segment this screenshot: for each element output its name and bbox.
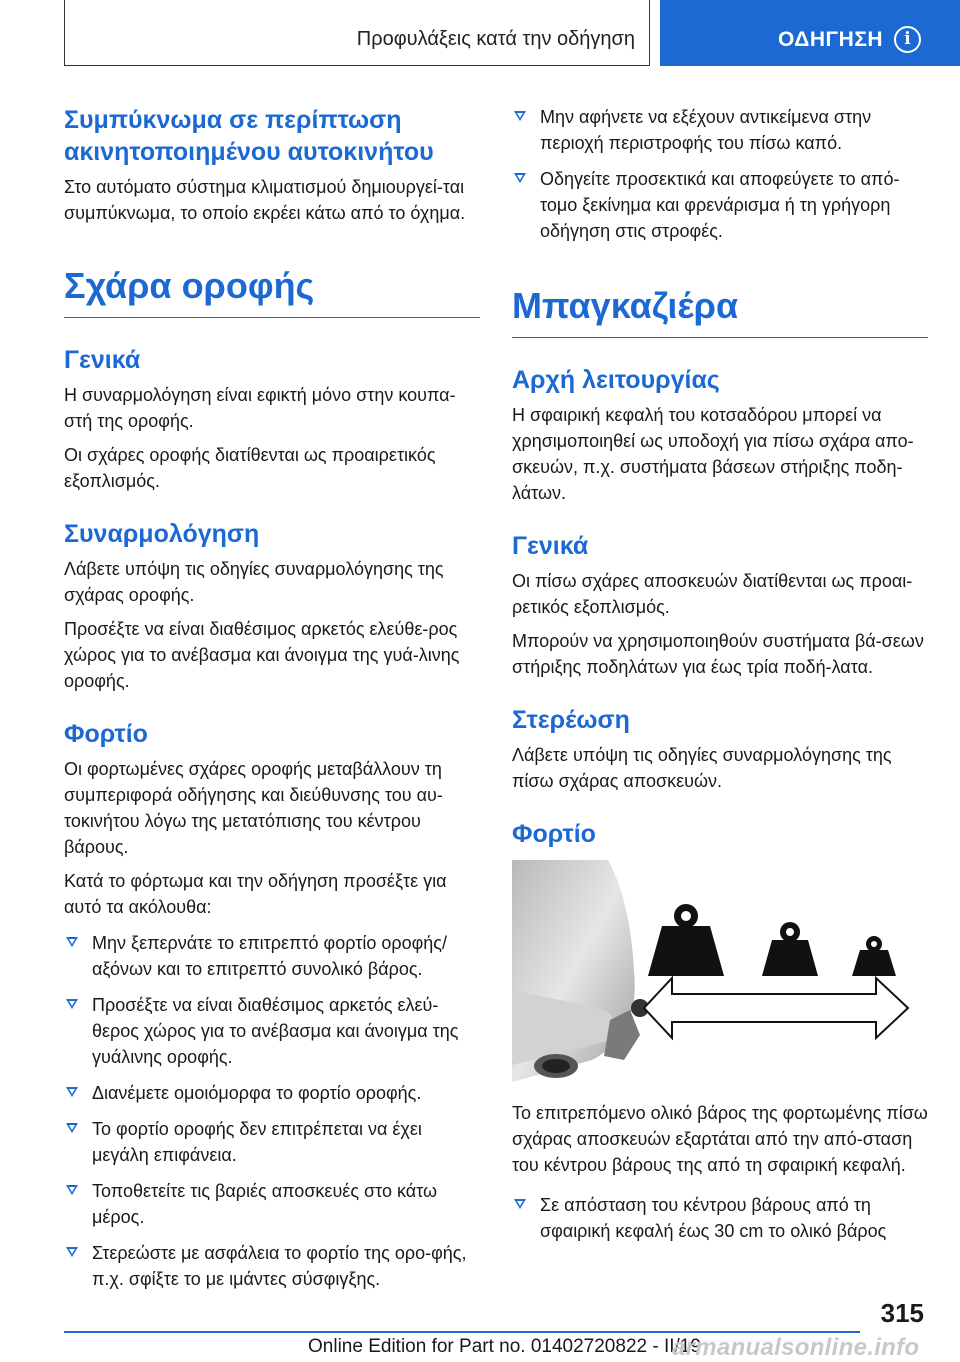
rack-load-heading: Φορτίο bbox=[512, 820, 596, 849]
triangle-bullet-icon bbox=[66, 937, 78, 947]
rack-general-paragraph-1: Οι πίσω σχάρες αποσκευών διατίθενται ως προαι-ρετικός εξοπλισμός. bbox=[512, 571, 913, 618]
chapter-title: Προφυλάξεις κατά την οδήγηση bbox=[356, 28, 635, 50]
triangle-bullet-icon bbox=[514, 1199, 526, 1209]
condensate-heading: Συμπύκνωμα σε περίπτωση ακινητοποιημένου αυτοκινήτου bbox=[64, 106, 434, 166]
load-paragraph-2: Κατά το φόρτωμα και την οδήγηση προσέξτε για αυτό τα ακόλουθα: bbox=[64, 871, 447, 918]
list-item: Μην ξεπερνάτε το επιτρεπτό φορτίο οροφής/ αξόνων και το επιτρεπτό συνολικό βάρος. bbox=[64, 930, 480, 982]
load-heading: Φορτίο bbox=[64, 720, 148, 749]
principle-paragraph: Η σφαιρική κεφαλή του κοτσαδόρου μπορεί να χρησιμοποιηθεί ως υποδοχή για πίσω σχάρα απο-σκευών, π.χ. συστήματα βάσεων στήριξης ποδη-λάτων. bbox=[512, 405, 914, 504]
mount-paragraph: Λάβετε υπόψη τις οδηγίες συναρμολόγησης της πίσω σχάρας αποσκευών. bbox=[512, 745, 892, 792]
load-bullet-list bbox=[64, 930, 480, 1292]
edition-text: Online Edition for Part no. 01402720822 - II/19 bbox=[308, 1336, 701, 1357]
list-item: Προσέξτε να είναι διαθέσιμος αρκετός ελεύ-θερος χώρος για το ανέβασμα και άνοιγμα της γυάλινης οροφής. bbox=[64, 992, 480, 1070]
assembly-paragraph-1: Λάβετε υπόψη τις οδηγίες συναρμολόγησης της σχάρας οροφής. bbox=[64, 559, 444, 606]
page-number: 315 bbox=[880, 1298, 924, 1328]
rear-rack-title: Μπαγκαζιέρα bbox=[512, 284, 928, 338]
triangle-bullet-icon bbox=[66, 1247, 78, 1257]
footer-divider bbox=[64, 1331, 860, 1333]
page-header bbox=[64, 0, 960, 66]
assembly-paragraph-2: Προσέξτε να είναι διαθέσιμος αρκετός ελεύθε-ρος χώρος για το ανέβασμα και άνοιγμα της γυά-λινης οροφής. bbox=[64, 619, 460, 692]
left-column bbox=[64, 104, 480, 1302]
list-item: Στερεώστε με ασφάλεια το φορτίο της ορο-φής, π.χ. σφίξτε το με ιμάντες σύσφιγξης. bbox=[64, 1240, 480, 1292]
info-icon: i bbox=[894, 26, 921, 53]
triangle-bullet-icon bbox=[66, 1087, 78, 1097]
load-paragraph-1: Οι φορτωμένες σχάρες οροφής μεταβάλλουν τη συμπεριφορά οδήγησης και διεύθυνσης του αυ-τοκινήτου λόγω της μετατόπισης του κέντρου βάρους. bbox=[64, 759, 443, 858]
chapter-tab bbox=[64, 0, 650, 66]
triangle-bullet-icon bbox=[66, 999, 78, 1009]
assembly-heading: Συναρμολόγηση bbox=[64, 520, 260, 549]
list-item: Τοποθετείτε τις βαριές αποσκευές στο κάτω μέρος. bbox=[64, 1178, 480, 1230]
right-column bbox=[512, 104, 928, 1254]
rack-general-paragraph-2: Μπορούν να χρησιμοποιηθούν συστήματα βά-σεων στήριξης ποδηλάτων για έως τρία ποδή-λατα. bbox=[512, 631, 924, 678]
list-item: Μην αφήνετε να εξέχουν αντικείμενα στην περιοχή περιστροφής του πίσω καπό. bbox=[512, 104, 928, 156]
list-item: Σε απόσταση του κέντρου βάρους από τη σφαιρική κεφαλή έως 30 cm το ολικό βάρος bbox=[512, 1192, 928, 1244]
general-heading: Γενικά bbox=[64, 346, 141, 375]
section-label: ΟΔΗΓΗΣΗ bbox=[778, 28, 884, 51]
bottom-bullet-list bbox=[512, 1192, 928, 1244]
list-item: Οδηγείτε προσεκτικά και αποφεύγετε το από-τομο ξεκίνημα και φρενάρισμα ή τη γρήγορη οδήγηση στις στροφές. bbox=[512, 166, 928, 244]
watermark: armanualsonline.info bbox=[672, 1334, 920, 1361]
rack-general-heading: Γενικά bbox=[512, 532, 589, 561]
mount-heading: Στερέωση bbox=[512, 706, 630, 735]
roof-rack-title: Σχάρα οροφής bbox=[64, 264, 480, 318]
triangle-bullet-icon bbox=[514, 111, 526, 121]
list-item: Διανέμετε ομοιόμορφα το φορτίο οροφής. bbox=[64, 1080, 480, 1106]
condensate-text: Στο αυτόματο σύστημα κλιματισμού δημιουργεί-ται συμπύκνωμα, το οποίο εκρέει κάτω από το όχημα. bbox=[64, 177, 466, 223]
list-item: Το φορτίο οροφής δεν επιτρέπεται να έχει μεγάλη επιφάνεια. bbox=[64, 1116, 480, 1168]
general-paragraph-2: Οι σχάρες οροφής διατίθενται ως προαιρετικός εξοπλισμός. bbox=[64, 445, 436, 492]
triangle-bullet-icon bbox=[66, 1185, 78, 1195]
triangle-bullet-icon bbox=[66, 1123, 78, 1133]
after-figure-paragraph: Το επιτρεπόμενο ολικό βάρος της φορτωμένης πίσω σχάρας αποσκευών εξαρτάται από την από-σταση του κέντρου βάρους της από τη σφαιρική κεφαλή. bbox=[512, 1103, 928, 1176]
triangle-bullet-icon bbox=[514, 173, 526, 183]
general-paragraph-1: Η συναρμολόγηση είναι εφικτή μόνο στην κουπα-στή της οροφής. bbox=[64, 385, 456, 432]
top-bullet-list bbox=[512, 104, 928, 244]
principle-heading: Αρχή λειτουργίας bbox=[512, 366, 720, 395]
tow-hitch-weight-illustration bbox=[512, 860, 928, 1082]
section-tab bbox=[660, 0, 960, 66]
